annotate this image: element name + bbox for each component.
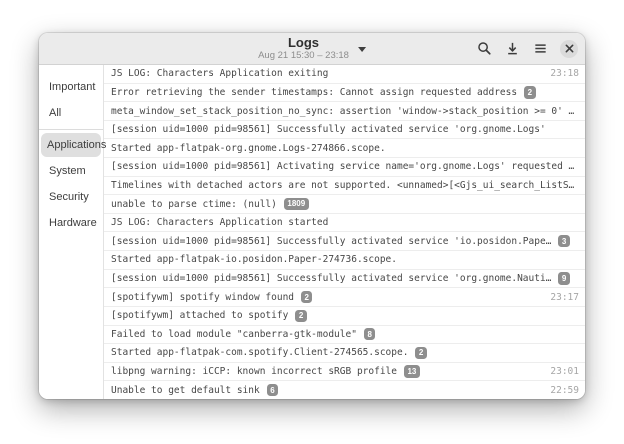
time-range-subtitle: Aug 21 15:30 – 23:18	[258, 49, 349, 61]
log-row[interactable]	[104, 344, 585, 363]
title-block	[258, 36, 349, 62]
log-message: meta_window_set_stack_position_no_sync: assertion 'window->stack_position >= 0' …	[111, 105, 575, 117]
log-row[interactable]	[104, 326, 585, 345]
count-badge: 8	[364, 328, 375, 340]
log-row[interactable]	[104, 102, 585, 121]
count-badge: 2	[301, 291, 312, 303]
count-badge: 13	[404, 365, 420, 377]
close-icon[interactable]	[560, 40, 578, 58]
log-row[interactable]	[104, 65, 585, 84]
log-message: Timelines with detached actors are not supported. <unnamed>[<Gjs_ui_search_ListS…	[111, 179, 575, 191]
sidebar-item-all[interactable]: All	[49, 107, 62, 119]
time-range-dropdown-button[interactable]	[252, 33, 372, 64]
log-message: [session uid=1000 pid=98561] Successfully activated service 'org.gnome.Nauti…	[111, 273, 552, 284]
count-badge: 9	[558, 272, 569, 284]
logs-window	[39, 33, 585, 399]
log-message: [session uid=1000 pid=98561] Activating service name='org.gnome.Logs' requested …	[111, 161, 575, 173]
log-row[interactable]	[104, 270, 585, 289]
log-row[interactable]	[104, 84, 585, 103]
sidebar-item-system[interactable]: System	[49, 165, 86, 177]
log-message: [spotifywm] spotify window found	[111, 291, 295, 303]
log-row[interactable]	[104, 381, 585, 399]
window-title: Logs	[287, 34, 320, 50]
log-row[interactable]	[104, 363, 585, 382]
log-row[interactable]	[104, 214, 585, 233]
menu-icon[interactable]	[532, 40, 549, 57]
header-actions	[476, 33, 578, 64]
sidebar-item-applications[interactable]: Applications	[41, 133, 101, 157]
log-row[interactable]	[104, 232, 585, 251]
log-list	[104, 65, 585, 399]
log-message: [session uid=1000 pid=98561] Successfully activated service 'io.posidon.Pape…	[111, 235, 552, 247]
log-row[interactable]	[104, 139, 585, 158]
log-message: Started app-flatpak-org.gnome.Logs-274866.scope.	[111, 142, 386, 154]
log-timestamp: 23:17	[550, 291, 579, 303]
sidebar-separator	[39, 129, 103, 130]
window-body	[39, 65, 585, 399]
log-timestamp: 23:01	[550, 366, 579, 378]
category-sidebar	[39, 65, 107, 399]
log-row[interactable]	[104, 158, 585, 177]
export-icon[interactable]	[504, 40, 521, 57]
log-message: JS LOG: Characters Application started	[111, 217, 329, 229]
log-row[interactable]	[104, 307, 585, 326]
log-timestamp: 22:59	[550, 384, 579, 396]
log-message: JS LOG: Characters Application exiting	[111, 68, 329, 80]
log-message: Failed to load module "canberra-gtk-module"	[111, 328, 357, 340]
count-badge: 1809	[284, 198, 309, 210]
log-message: [session uid=1000 pid=98561] Successfully activated service 'org.gnome.Logs'	[111, 124, 546, 136]
chevron-down-icon	[358, 47, 366, 52]
search-icon[interactable]	[476, 40, 493, 57]
count-badge: 3	[558, 235, 569, 247]
sidebar-item-hardware[interactable]: Hardware	[49, 217, 97, 229]
log-timestamp: 23:18	[550, 68, 579, 80]
count-badge: 2	[524, 86, 535, 98]
log-message: Error retrieving the sender timestamps: Cannot assign requested address	[111, 86, 518, 98]
log-message: [spotifywm] attached to spotify	[111, 310, 289, 322]
log-message: Started app-flatpak-com.spotify.Client-274565.scope.	[111, 347, 409, 359]
log-message: Started app-flatpak-io.posidon.Paper-274736.scope.	[111, 254, 397, 266]
log-row[interactable]	[104, 121, 585, 140]
log-row[interactable]	[104, 177, 585, 196]
header-bar	[39, 33, 585, 65]
count-badge: 6	[267, 384, 278, 396]
log-row[interactable]	[104, 251, 585, 270]
log-message: unable to parse ctime: (null)	[111, 198, 277, 210]
count-badge: 2	[415, 347, 426, 359]
log-row[interactable]	[104, 288, 585, 307]
count-badge: 2	[295, 310, 306, 322]
log-row[interactable]	[104, 195, 585, 214]
log-message: Unable to get default sink	[111, 384, 260, 396]
sidebar-item-important[interactable]: Important	[49, 81, 96, 93]
sidebar-item-security[interactable]: Security	[49, 191, 89, 203]
log-message: libpng warning: iCCP: known incorrect sRGB profile	[111, 366, 397, 378]
